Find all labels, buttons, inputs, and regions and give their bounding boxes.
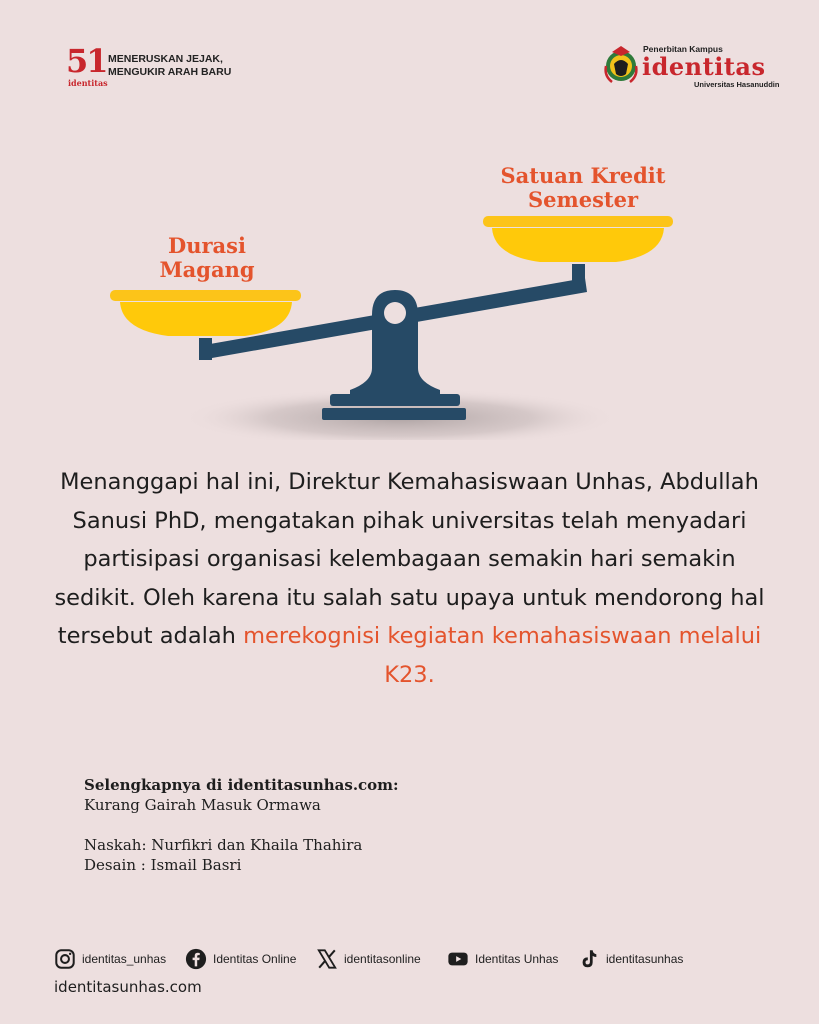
badge-wordmark: identitas [68, 78, 108, 88]
left-pan-post [199, 338, 212, 360]
right-pan-post [572, 264, 585, 288]
badge-tagline: MENERUSKAN JEJAK, MENGUKIR ARAH BARU [108, 53, 232, 78]
social-x[interactable] [316, 946, 421, 972]
website-link[interactable]: identitasunhas.com [54, 978, 202, 996]
writers-credit: Naskah: Nurfikri dan Khaila Thahira [84, 836, 363, 854]
social-instagram-label: identitas_unhas [82, 952, 167, 966]
read-more-title: Selengkapnya di identitasunhas.com: [84, 776, 399, 794]
publisher-post-label: Universitas Hasanuddin [694, 80, 780, 89]
facebook-icon [185, 948, 207, 970]
publisher-pre-label: Penerbitan Kampus [643, 44, 723, 54]
social-youtube-label: Identitas Unhas [475, 952, 559, 966]
left-pan-bowl [120, 302, 292, 336]
right-pan-bowl [492, 228, 664, 262]
right-pan-rim [483, 216, 673, 227]
social-x-label: identitasonline [344, 952, 421, 966]
publisher-logo [602, 42, 782, 92]
social-youtube[interactable] [447, 946, 558, 972]
youtube-icon [447, 948, 469, 970]
balance-scale-illustration [0, 150, 819, 440]
anniversary-badge [66, 44, 236, 90]
social-instagram[interactable] [54, 946, 166, 972]
social-links [54, 946, 774, 972]
left-pan-rim [110, 290, 301, 301]
social-facebook-label: Identitas Online [213, 952, 297, 966]
university-emblem-icon [602, 44, 640, 86]
left-pan-label: Durasi Magang [159, 233, 255, 282]
read-more-article[interactable]: Kurang Gairah Masuk Ormawa [84, 796, 321, 814]
social-tiktok[interactable] [578, 946, 683, 972]
right-pan-label: Satuan Kredit Semester [500, 163, 666, 212]
badge-number: 51 [66, 42, 107, 80]
social-facebook[interactable] [185, 946, 296, 972]
instagram-icon [54, 948, 76, 970]
paragraph-text: Menanggapi hal ini, Direktur Kemahasiswaan Unhas, Abdullah Sanusi PhD, mengatakan pihak universitas telah menyadari partisipasi organisasi kelembagaan semakin hari semakin sedikit. Oleh karena itu salah satu upaya untuk mendorong hal tersebut adalah [54, 469, 765, 649]
scale-base-top [330, 394, 460, 406]
body-paragraph [50, 463, 769, 694]
x-icon [316, 948, 338, 970]
scale-graphic [0, 150, 819, 440]
pillar-hole [384, 302, 406, 324]
publisher-name: identitas [642, 52, 766, 81]
social-tiktok-label: identitasunhas [606, 952, 684, 966]
tiktok-icon [578, 948, 600, 970]
credits-block [84, 775, 484, 875]
scale-base-bottom [322, 408, 466, 420]
designer-credit: Desain : Ismail Basri [84, 856, 242, 874]
paragraph-highlight: merekognisi kegiatan kemahasiswaan melalui K23. [243, 623, 762, 688]
